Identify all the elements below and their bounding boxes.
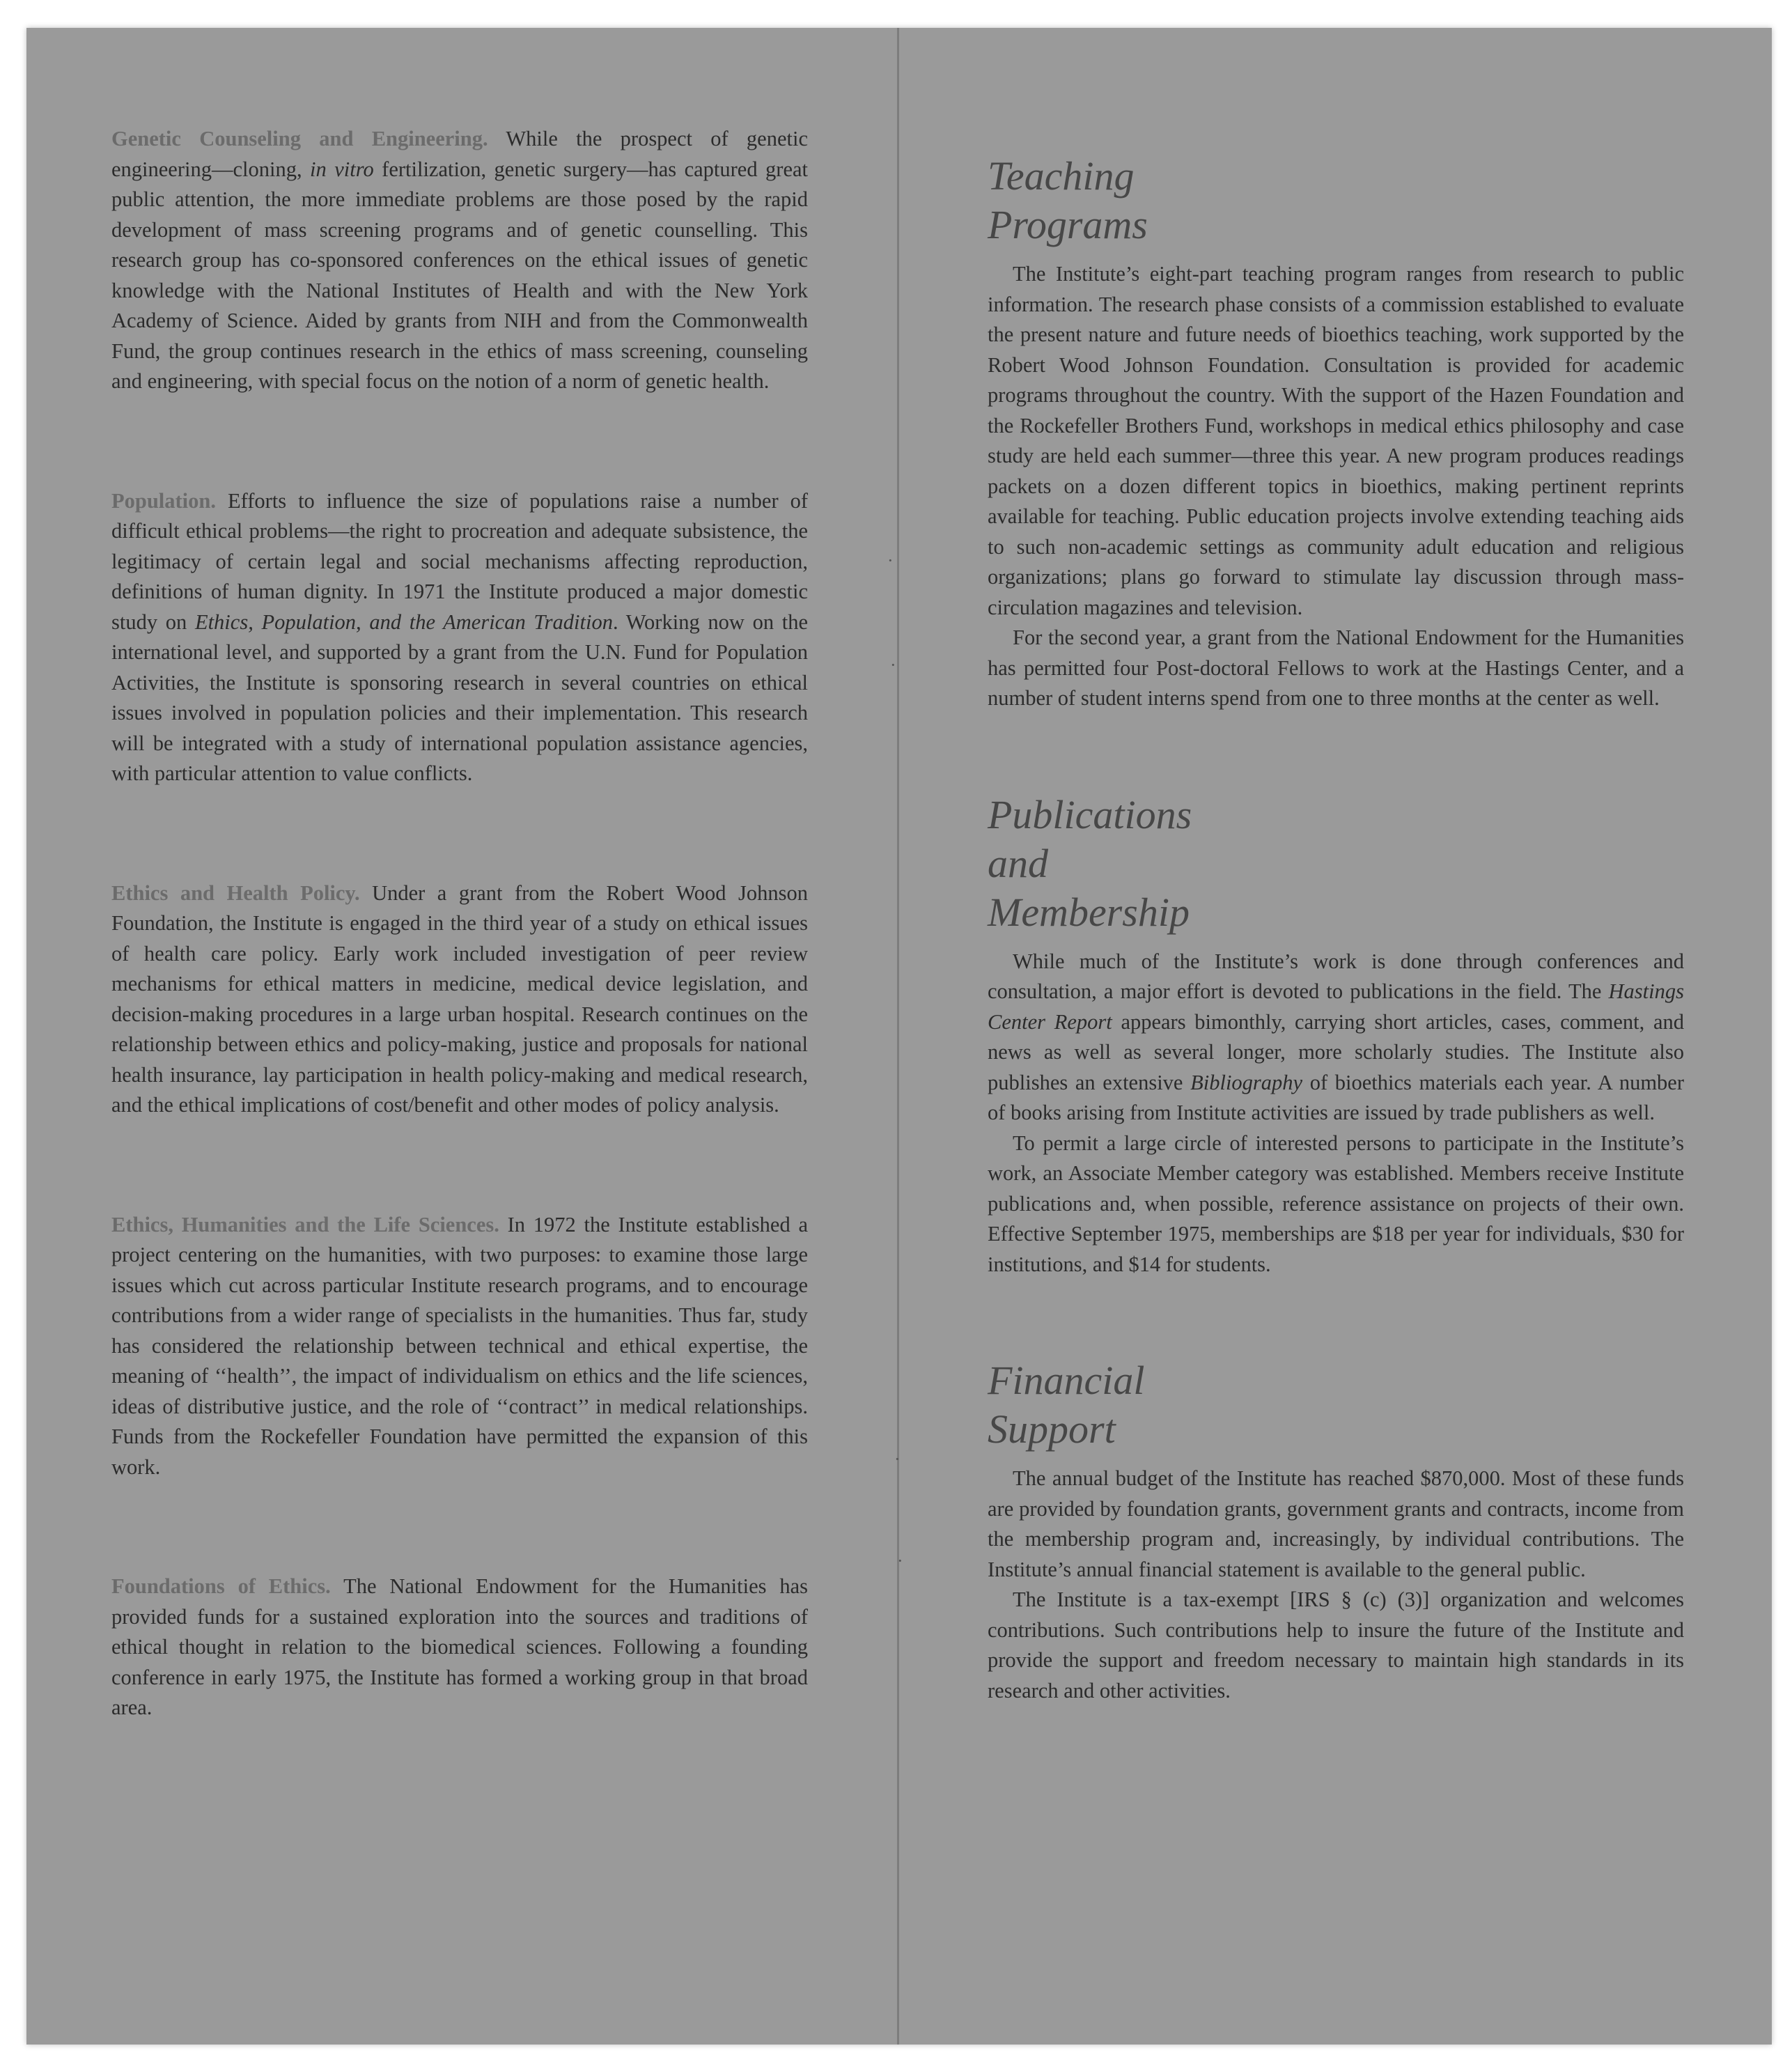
health-policy-heading: Ethics and Health Policy. xyxy=(111,881,360,905)
section-genetic xyxy=(111,124,808,397)
fold-mark: · xyxy=(887,550,894,571)
section-publications xyxy=(988,791,1684,1280)
financial-paragraph-2: The Institute is a tax-exempt [IRS § (c) (3)] organization and welcomes contributions. Such contributions help to insure the future of the Institute and provide the support and freedom necessary to maintain high standards in its research and other activities. xyxy=(988,1588,1684,1702)
publications-paragraph-1: While much of the Institute’s work is done through conferences and consultation, a major effort is devoted to publications in the field. The Hastings Center Report appears bimonthly, carrying short articles, cases, comment, and news as well as several longer, more scholarly studies. The Institute also publishes an extensive Bibliography of bioethics materials each year. A number of books arising from Institute activities are issued by trade publishers as well. xyxy=(988,949,1684,1124)
financial-title: Financial Support xyxy=(988,1358,1145,1452)
humanities-heading: Ethics, Humanities and the Life Sciences. xyxy=(111,1212,499,1236)
humanities-paragraph: Ethics, Humanities and the Life Sciences. In 1972 the Institute established a project centering on the humanities, with two purposes: to examine those large issues which cut across particular Institute research programs, and to encourage contributions from a wider range of specialists in the humanities. Thus far, study has considered the relationship between technical and ethical expertise, the meaning of ‘‘health’’, the impact of individualism on ethics and the life sciences, ideas of distributive justice, and the role of ‘‘contract’’ in medical relationships. Funds from the Rockefeller Foundation have permitted the expansion of this work. xyxy=(111,1212,809,1479)
foundations-heading: Foundations of Ethics. xyxy=(111,1574,331,1598)
center-fold xyxy=(897,28,899,2045)
health-policy-paragraph: Ethics and Health Policy. Under a grant from the Robert Wood Johnson Foundation, the Institute is engaged in the third year of a study on ethical issues of health care policy. Early work included investigation of peer review mechanisms for ethical matters in medicine, medical device legislation, and decision-making procedures in a large urban hospital. Research continues on the relationship between ethics and policy-making, justice and proposals for national health insurance, lay participation in health policy-making and medical research, and the ethical implications of cost/benefit and other modes of policy analysis. xyxy=(111,881,808,1117)
foundations-paragraph: Foundations of Ethics. The National Endowment for the Humanities has provided funds for a sustained exploration into the sources and traditions of ethical thought in relation to the biomedical sciences. Following a founding conference in early 1975, the Institute has formed a working group in that broad area. xyxy=(111,1574,808,1719)
section-humanities xyxy=(111,1210,808,1483)
teaching-paragraph-2: For the second year, a grant from the National Endowment for the Humanities has permitted four Post-doctoral Fellows to work at the Hastings Center, and a number of student interns spend from one to three months at the center as well. xyxy=(988,626,1684,710)
section-foundations xyxy=(111,1572,808,1723)
section-health-policy xyxy=(111,878,808,1121)
genetic-heading: Genetic Counseling and Engineering. xyxy=(111,127,488,150)
section-population xyxy=(111,486,808,789)
teaching-title: Teaching Programs xyxy=(988,153,1148,247)
left-column xyxy=(111,124,808,1723)
fold-mark: · xyxy=(890,655,896,675)
genetic-paragraph: Genetic Counseling and Engineering. While the prospect of genetic engineering—cloning, in vitro fertilization, genetic surgery—has captured great public attention, the more immediate problems are those posed by the rapid development of mass screening programs and of genetic counselling. This research group has co-sponsored conferences on the ethical issues of genetic knowledge with the National Institutes of Health and with the New York Academy of Science. Aided by grants from NIH and from the Commonwealth Fund, the group continues research in the ethics of mass screening, counseling and engineering, with special focus on the notion of a norm of genetic health. xyxy=(111,127,809,393)
teaching-paragraph-1: The Institute’s eight-part teaching program ranges from research to public information. The research phase consists of a commission established to evaluate the present nature and future needs of bioethics teaching, work supported by the Robert Wood Johnson Foundation. Consultation is provided for academic programs throughout the country. With the support of the Hazen Foundation and the Rockefeller Brothers Fund, workshops in medical ethics philosophy and case study are held each summer—three this year. A new program produces readings packets on a dozen different topics in bioethics, making pertinent reprints available for teaching. Public education projects involve extending teaching aids to such non-academic settings as community adult education and religious organizations; plans go forward to stimulate lay discussion through mass-circulation magazines and television. xyxy=(988,262,1684,619)
right-column xyxy=(988,152,1684,1706)
population-paragraph: Population. Efforts to influence the size of populations raise a number of difficult ethical problems—the right to procreation and adequate subsistence, the legitimacy of certain legal and social mechanisms affecting reproduction, definitions of human dignity. In 1971 the Institute produced a major domestic study on Ethics, Population, and the American Tradition. Working now on the international level, and supported by a grant from the U.N. Fund for Population Activities, the Institute is sponsoring research in several countries on ethical issues involved in population policies and their implementation. This research will be integrated with a study of international population assistance agencies, with particular attention to value conflicts. xyxy=(111,488,808,785)
section-financial xyxy=(988,1356,1684,1706)
section-teaching xyxy=(988,152,1684,714)
population-heading: Population. xyxy=(111,488,216,513)
publications-paragraph-2: To permit a large circle of interested persons to participate in the Institute’s work, an Associate Member category was established. Members receive Institute publications and, when possible, reference assistance on projects of their own. Effective September 1975, memberships are $18 per year for individuals, $30 for institutions, and $14 for students. xyxy=(988,1131,1684,1276)
fold-mark: · xyxy=(894,1449,901,1469)
financial-paragraph-1: The annual budget of the Institute has reached $870,000. Most of these funds are provided by foundation grants, government grants and contracts, income from the membership program and, increasingly, by individual contributions. The Institute’s annual financial statement is available to the general public. xyxy=(988,1466,1684,1581)
fold-mark: · xyxy=(897,1551,903,1571)
publications-title: Publications and Membership xyxy=(988,791,1192,935)
